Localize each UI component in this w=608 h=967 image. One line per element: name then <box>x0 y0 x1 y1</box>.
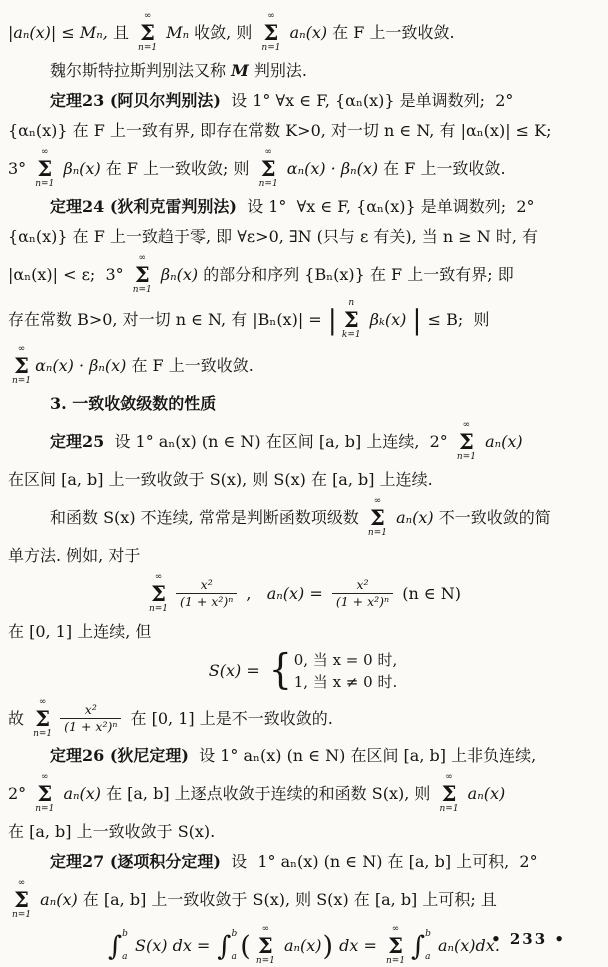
sigma-operator <box>342 299 361 341</box>
text-run: aₙ(x) <box>284 22 333 42</box>
sigma-lower-limit: n=1 <box>367 527 387 538</box>
text-run: 设 1° aₙ(x) (n ∈ N) 在 [a, b] 上可积, 2° <box>220 852 538 872</box>
text-run: |aₙ(x)| ≤ Mₙ, <box>8 22 108 42</box>
line-m-test-alias <box>8 58 598 84</box>
text-run: 故 <box>8 708 30 728</box>
sigma-lower-limit: n=1 <box>35 804 55 815</box>
text-run: αₙ(x) · βₙ(x) <box>35 356 132 376</box>
text-run: aₙ(x) = <box>266 583 328 603</box>
sigma-upper-limit: ∞ <box>41 146 49 157</box>
fraction-denominator: (1 + x²)ⁿ <box>60 718 121 734</box>
sigma-symbol: Σ <box>140 19 155 45</box>
line-theorem-26-conclusion <box>8 819 598 845</box>
sigma-upper-limit: ∞ <box>17 878 26 889</box>
text-run: 在 F 上一致收敛. <box>383 158 506 178</box>
sigma-symbol: Σ <box>37 781 53 807</box>
sigma-symbol: Σ <box>37 155 53 181</box>
fraction-denominator: (1 + x²)ⁿ <box>176 593 237 609</box>
integral-upper-limit: b <box>231 929 238 940</box>
sigma-operator <box>256 925 275 967</box>
left-brace-icon: { <box>268 646 292 695</box>
text-run: {αₙ(x)} 在 F 上一致趋于零, 即 ∀ε>0, ∃N (只与 ε 有关), 当 n ≥ N 时, 有 <box>8 226 539 246</box>
text-run: 在 [a, b] 上一致收敛于 S(x), 则 S(x) 在 [a, b] 上可积; 且 <box>82 890 497 910</box>
line-theorem-26-cond2 <box>8 773 598 815</box>
integral-symbol: ∫ <box>108 930 123 962</box>
text-run: 定理24 (狄利克雷判别法) <box>50 196 237 216</box>
text-run: 定理25 <box>50 432 105 452</box>
sigma-symbol: Σ <box>388 933 403 958</box>
sigma-operator <box>35 773 54 815</box>
text-run: βₙ(x) <box>155 264 204 284</box>
text-run: βₖ(x) <box>364 310 412 330</box>
sigma-operator <box>12 345 31 387</box>
integral-limits <box>122 930 128 962</box>
sigma-upper-limit: ∞ <box>138 252 146 263</box>
cases-row: 0, 当 x = 0 时, <box>293 650 398 669</box>
sigma-operator <box>33 698 52 740</box>
math-fraction <box>176 578 237 609</box>
text-run: 不一致收敛的简 <box>438 507 551 527</box>
line-example-conclusion <box>8 698 598 740</box>
cases-row: 1, 当 x ≠ 0 时. <box>293 673 398 692</box>
sigma-operator <box>386 925 405 967</box>
text-run: 3. 一致收敛级数的性质 <box>50 394 217 414</box>
line-theorem-24-cond2 <box>8 224 598 250</box>
text-run: 在区间 [a, b] 上一致收敛于 S(x), 则 S(x) 在 [a, b] 上连续. <box>8 469 433 489</box>
text-run: βₙ(x) <box>58 158 106 178</box>
line-theorem-24-head <box>8 194 598 220</box>
text-run: |αₙ(x)| < ε; 3° <box>8 264 129 284</box>
text-run: aₙ(x) <box>35 890 83 910</box>
text-run: 定理26 (狄尼定理) <box>50 746 189 766</box>
integral-lower-limit: a <box>425 952 431 963</box>
text-run: (n ∈ N) <box>397 583 462 603</box>
sigma-upper-limit: n <box>348 298 355 309</box>
sigma-upper-limit: ∞ <box>373 495 382 506</box>
page-number: • 233 • <box>491 930 566 948</box>
line-theorem-27-head <box>8 849 598 875</box>
line-theorem-25-head <box>8 421 598 463</box>
text-run: 的部分和序列 {Bₙ(x)} 在 F 上一致有界; 即 <box>203 264 514 284</box>
sigma-lower-limit: n=1 <box>12 910 32 921</box>
sigma-upper-limit: ∞ <box>445 772 453 783</box>
line-theorem-24-conclusion <box>8 345 598 387</box>
text-run: 和函数 S(x) 不连续, 常常是判断函数项级数 <box>50 507 364 527</box>
big-delimiter: ( <box>240 930 251 962</box>
text-run: ≤ B; 则 <box>422 310 490 330</box>
line-theorem-26-head <box>8 743 598 769</box>
text-run: S(x) dx = <box>129 936 216 956</box>
sigma-lower-limit: n=1 <box>148 603 169 614</box>
text-run: 2° <box>8 784 32 804</box>
text-run: 设 1° ∀x ∈ F, {αₙ(x)} 是单调数列; 2° <box>236 196 535 216</box>
sigma-symbol: Σ <box>343 307 359 333</box>
line-theorem-23-cond3 <box>8 148 598 190</box>
sigma-upper-limit: ∞ <box>462 420 471 431</box>
sigma-operator <box>368 497 387 539</box>
text-run: S(x) = <box>208 661 265 681</box>
integral-operator <box>217 930 237 962</box>
integral-limits <box>425 930 431 962</box>
sigma-upper-limit: ∞ <box>17 344 26 355</box>
integral-lower-limit: a <box>122 952 128 963</box>
fraction-denominator: (1 + x²)ⁿ <box>332 593 393 609</box>
text-run: 在 F 上一致收敛. <box>332 22 455 42</box>
sigma-lower-limit: n=1 <box>138 42 158 53</box>
sigma-operator <box>138 12 157 54</box>
sigma-operator <box>261 12 280 54</box>
line-theorem-24-cond3 <box>8 254 598 296</box>
sigma-upper-limit: ∞ <box>264 146 272 157</box>
integral-operator <box>108 930 128 962</box>
sigma-symbol: Σ <box>370 504 385 530</box>
sigma-symbol: Σ <box>14 353 29 379</box>
text-run: 判别法. <box>248 60 307 80</box>
page-content <box>8 12 598 967</box>
sigma-lower-limit: n=1 <box>258 178 278 189</box>
line-theorem-27-cond2 <box>8 879 598 921</box>
fraction-numerator: x² <box>84 702 97 718</box>
sigma-operator <box>149 573 168 615</box>
sigma-symbol: Σ <box>459 429 474 455</box>
sigma-lower-limit: n=1 <box>456 452 476 463</box>
text-run: {αₙ(x)} 在 F 上一致有界, 即存在常数 K>0, 对一切 n ∈ N, 有 |αₙ(x)| ≤ K; <box>8 120 552 140</box>
sigma-upper-limit: ∞ <box>143 11 152 21</box>
text-run: , <box>241 583 267 603</box>
sigma-lower-limit: n=1 <box>12 376 32 387</box>
line-example-series <box>8 573 598 615</box>
big-delimiter: | <box>327 304 337 336</box>
text-run: aₙ(x) <box>278 936 322 956</box>
line-theorem-23-cond2 <box>8 118 598 144</box>
text-run: 且 <box>107 22 135 42</box>
cases-rows <box>294 649 398 694</box>
integral-symbol: ∫ <box>411 930 426 962</box>
text-run: 在 [a, b] 上逐点收敛于连续的和函数 S(x), 则 <box>106 784 436 804</box>
line-remark-1 <box>8 497 598 539</box>
line-weierstrass-conclusion <box>8 12 598 54</box>
text-run: aₙ(x) <box>462 784 506 804</box>
sigma-lower-limit: n=1 <box>33 728 53 739</box>
text-run: 在 [a, b] 上一致收敛于 S(x). <box>8 822 216 842</box>
big-delimiter: ) <box>322 930 334 962</box>
sigma-lower-limit: n=1 <box>132 284 152 295</box>
text-run: 3° <box>8 158 32 178</box>
sigma-operator <box>457 421 476 463</box>
line-section-3-heading <box>8 391 598 417</box>
sigma-symbol: Σ <box>151 580 166 606</box>
fraction-numerator: x² <box>356 577 369 593</box>
text-run: 存在常数 B>0, 对一切 n ∈ N, 有 |Bₙ(x)| = <box>8 310 327 330</box>
text-run: aₙ(x) <box>58 784 107 804</box>
sigma-upper-limit: ∞ <box>267 11 275 21</box>
math-fraction <box>60 703 121 734</box>
text-run: αₙ(x) · βₙ(x) <box>281 158 384 178</box>
sigma-symbol: Σ <box>134 261 150 287</box>
sigma-upper-limit: ∞ <box>261 924 270 935</box>
text-run: Mₙ <box>161 22 195 42</box>
sigma-upper-limit: ∞ <box>38 696 47 707</box>
line-example-continuous <box>8 619 598 645</box>
text-run: dx = <box>334 936 382 956</box>
sigma-operator <box>133 254 152 296</box>
sigma-operator <box>259 148 278 190</box>
sigma-operator <box>440 773 459 815</box>
sigma-upper-limit: ∞ <box>41 772 49 783</box>
text-run: 在 F 上一致收敛. <box>131 356 254 376</box>
sigma-upper-limit: ∞ <box>391 924 400 935</box>
sigma-lower-limit: n=1 <box>35 178 55 189</box>
line-remark-2 <box>8 543 598 569</box>
integral-upper-limit: b <box>425 929 431 940</box>
sigma-lower-limit: k=1 <box>341 330 361 341</box>
text-run: 设 1° ∀x ∈ F, {αₙ(x)} 是单调数列; 2° <box>220 90 514 110</box>
text-run: 设 1° aₙ(x) (n ∈ N) 在区间 [a, b] 上连续, 2° <box>104 432 453 452</box>
text-run: 单方法. 例如, 对于 <box>8 545 141 565</box>
integral-symbol: ∫ <box>217 930 232 962</box>
line-theorem-24-bound <box>8 299 598 341</box>
fraction-numerator: x² <box>200 577 213 593</box>
sigma-symbol: Σ <box>257 933 273 958</box>
text-run: aₙ(x)dx. <box>432 936 500 956</box>
sigma-operator <box>12 879 31 921</box>
sigma-lower-limit: n=1 <box>439 804 459 815</box>
integral-lower-limit: a <box>231 952 237 963</box>
integral-operator <box>411 930 431 962</box>
text-run: aₙ(x) <box>390 507 439 527</box>
text-run: 定理27 (逐项积分定理) <box>50 852 221 872</box>
sigma-symbol: Σ <box>441 781 457 807</box>
integral-upper-limit: b <box>122 929 128 940</box>
text-run: 在 [0, 1] 上连续, 但 <box>8 621 152 641</box>
line-theorem-25-conclusion <box>8 467 598 493</box>
text-run: 魏尔斯特拉斯判别法又称 <box>50 60 232 80</box>
text-run: 定理23 (阿贝尔判别法) <box>50 90 221 110</box>
math-fraction <box>332 578 393 609</box>
sigma-lower-limit: n=1 <box>386 956 406 967</box>
cases-expression <box>268 646 398 695</box>
text-run: 在 [0, 1] 上是不一致收敛的. <box>125 708 333 728</box>
line-theorem-23-head <box>8 88 598 114</box>
sigma-symbol: Σ <box>14 887 29 913</box>
sigma-lower-limit: n=1 <box>255 956 275 967</box>
sigma-symbol: Σ <box>35 705 51 731</box>
sigma-symbol: Σ <box>263 19 279 45</box>
big-delimiter: | <box>412 304 422 336</box>
sigma-lower-limit: n=1 <box>261 42 281 53</box>
text-run: 设 1° aₙ(x) (n ∈ N) 在区间 [a, b] 上非负连续, <box>188 746 537 766</box>
text-run: 在 F 上一致收敛; 则 <box>105 158 255 178</box>
sigma-operator <box>35 148 54 190</box>
sigma-symbol: Σ <box>260 155 276 181</box>
text-run: aₙ(x) <box>479 432 523 452</box>
integral-limits <box>232 930 238 962</box>
sigma-upper-limit: ∞ <box>154 571 163 582</box>
text-run: M <box>231 60 249 80</box>
line-example-sum-function <box>8 646 598 695</box>
text-run: 收敛, 则 <box>194 22 258 42</box>
